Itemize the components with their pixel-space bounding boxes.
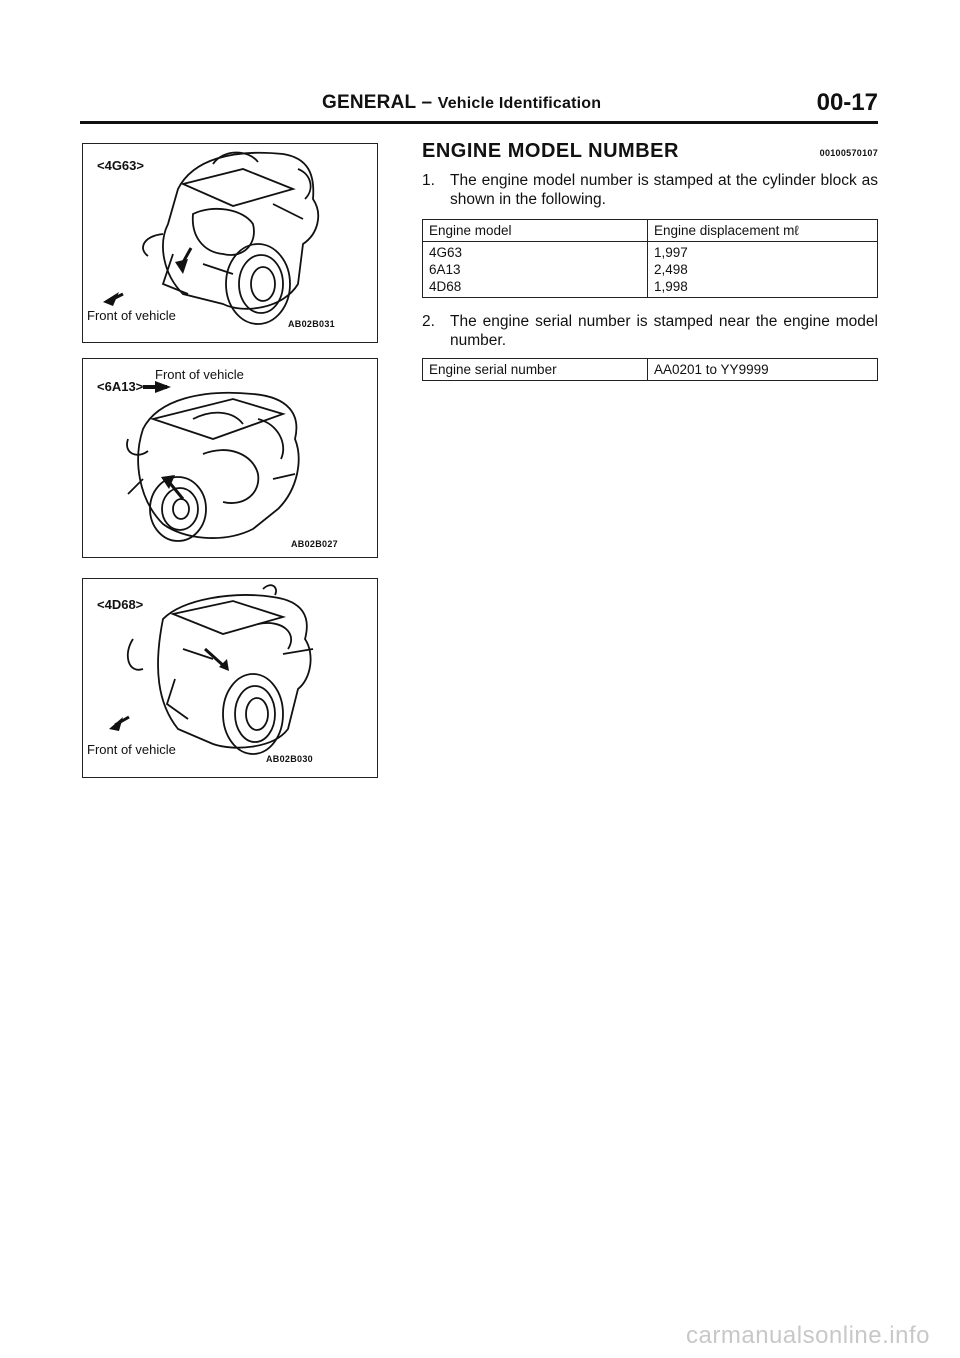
header-title — [322, 92, 601, 114]
engine-displacement-table — [422, 219, 878, 298]
figure-code: AB02B031 — [288, 319, 335, 329]
paragraph-text: The engine serial number is stamped near the engine model number. — [450, 313, 878, 349]
serial-label-cell: Engine serial number — [423, 359, 648, 381]
table-header-row — [423, 220, 878, 242]
page-number: 00-17 — [816, 89, 878, 116]
figure-code: AB02B030 — [266, 754, 313, 764]
figure-caption: Front of vehicle — [87, 742, 176, 757]
serial-value-cell: AA0201 to YY9999 — [648, 359, 878, 381]
engine-model-value: 4G63 — [429, 245, 463, 260]
section-title: ENGINE MODEL NUMBER — [422, 140, 679, 162]
figure-6a13 — [82, 358, 378, 558]
engine-displacement-cell — [648, 242, 878, 298]
paragraph-number: 2. — [422, 313, 435, 330]
engine-displacement-value: 1,997 — [654, 245, 688, 260]
figure-code: AB02B027 — [291, 539, 338, 549]
engine-model-value: 4D68 — [429, 279, 462, 294]
figure-model-label: <4G63> — [97, 158, 144, 173]
table-header-cell: Engine model — [423, 220, 648, 242]
engine-displacement-value: 1,998 — [654, 279, 688, 294]
page-header — [80, 89, 878, 122]
table-header-cell: Engine displacement mℓ — [648, 220, 878, 242]
figure-4d68 — [82, 578, 378, 778]
table-row — [423, 359, 878, 381]
figure-caption: Front of vehicle — [155, 367, 244, 382]
header-dash: – — [421, 92, 433, 113]
footer-watermark: carmanualsonline.info — [686, 1322, 930, 1349]
paragraph-text: The engine model number is stamped at the cylinder block as shown in the following. — [450, 172, 878, 208]
figure-caption: Front of vehicle — [87, 308, 176, 323]
figure-model-label: <6A13> — [97, 379, 144, 394]
figure-model-label: <4D68> — [97, 597, 144, 612]
engine-serial-table — [422, 358, 878, 381]
header-section: GENERAL — [322, 92, 416, 113]
engine-model-value: 6A13 — [429, 262, 461, 277]
section-code: 00100570107 — [819, 148, 878, 158]
header-subsection: Vehicle Identification — [437, 95, 602, 112]
figure-4g63 — [82, 143, 378, 343]
table-row — [423, 242, 878, 298]
paragraph-number: 1. — [422, 172, 435, 189]
engine-model-cell — [423, 242, 648, 298]
engine-displacement-value: 2,498 — [654, 262, 688, 277]
header-rule — [80, 121, 878, 124]
